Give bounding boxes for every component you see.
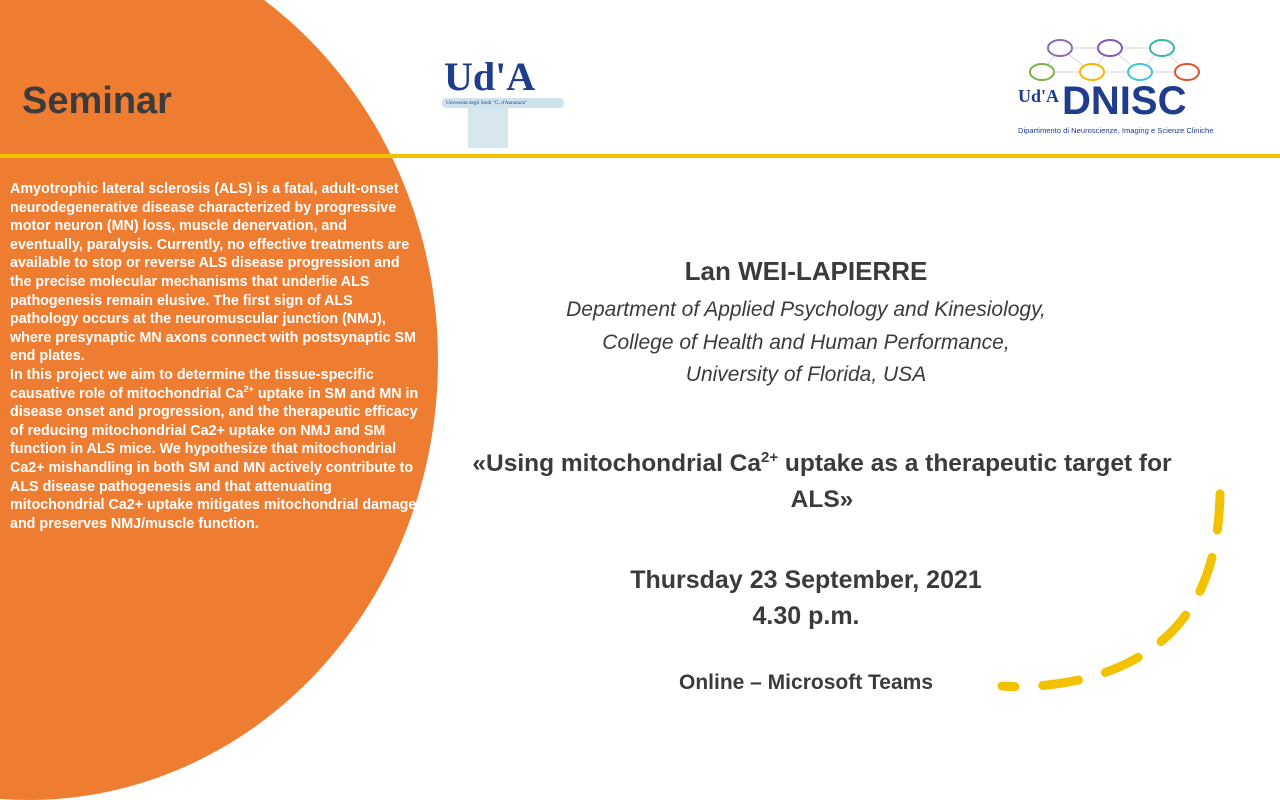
affiliation-line-2: College of Health and Human Performance, <box>602 330 1010 354</box>
dnisc-department-logo <box>1012 34 1226 140</box>
speaker-name: Lan WEI-LAPIERRE <box>684 256 928 286</box>
affiliation-line-1: Department of Applied Psychology and Kinesiology, <box>566 298 1046 321</box>
dnisc-logo-caption: Dipartimento di Neuroscienze, Imaging e Scienze Cliniche <box>1018 126 1214 135</box>
uda-logo-caption: Università degli Studi "G. d'Annunzio" <box>446 100 528 106</box>
abstract-paragraph-2: In this project we aim to determine the tissue-specific causative role of mitochondrial $Ca^{2+}$ uptake in SM and MN in disease onset and progression, and the therapeutic efficacy of reducing mitochondrial Ca2+ uptake on NMJ and SM function in ALS mice. We hypothesize that mitochondrial Ca2+ mishandling in both SM and MN actively contribute to ALS disease pathogenesis and that attenuating mitochondrial Ca2+ uptake mitigates mitochondrial damage and preserves NMJ/muscle function. <box>10 366 419 532</box>
affiliation-line-3: University of Florida, USA <box>685 363 927 386</box>
event-date: Thursday 23 September, 2021 <box>630 566 982 594</box>
seminar-title: Seminar <box>22 80 172 122</box>
talk-title: «Using mitochondrial $Ca^{2+}$ uptake as a therapeutic target for ALS» <box>472 448 1172 513</box>
uda-university-logo <box>440 42 568 152</box>
header-divider <box>0 154 1280 158</box>
dnisc-logo-mark: DNISC <box>1062 79 1187 123</box>
event-time: 4.30 p.m. <box>752 602 860 630</box>
dnisc-logo-small-mark: Ud'A <box>1018 86 1060 106</box>
event-venue: Online – Microsoft Teams <box>679 671 933 694</box>
uda-logo-mark: Ud'A <box>444 54 536 99</box>
abstract-text <box>10 180 422 533</box>
abstract-paragraph-1: Amyotrophic lateral sclerosis (ALS) is a fatal, adult-onset neurodegenerative disease characterized by progressive motor neuron (MN) loss, muscle denervation, and eventually, paralysis. Currently, no effective treatments are available to stop or reverse ALS disease progression and the precise molecular mechanisms that underlie ALS pathogenesis remain elusive. The first sign of ALS pathology occurs at the neuromuscular junction (NMJ), where presynaptic MN axons connect with postsynaptic SM end plates. <box>10 181 416 365</box>
decorative-dashed-arc <box>990 480 1240 700</box>
speaker-affiliation <box>500 294 1112 392</box>
